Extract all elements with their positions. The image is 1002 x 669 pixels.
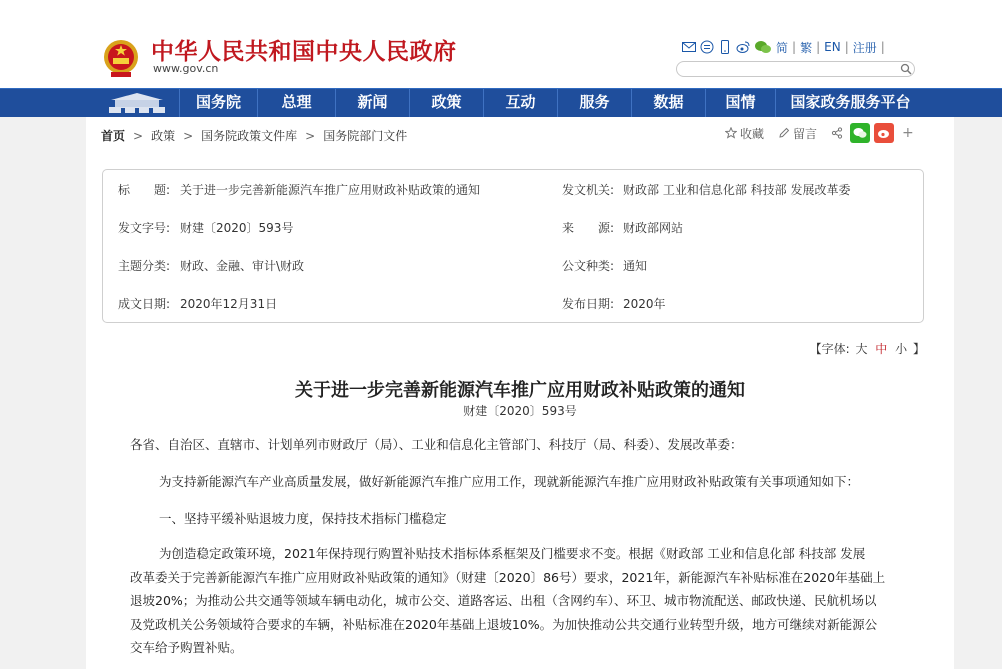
meta-title-value: 关于进一步完善新能源汽车推广应用财政补贴政策的通知 [180, 183, 481, 197]
share-weibo-button[interactable] [874, 123, 894, 143]
nav-item-services[interactable]: 服务 [557, 89, 631, 117]
share-wechat-button[interactable] [850, 123, 870, 143]
breadcrumb-home[interactable]: 首页 [101, 129, 126, 143]
meta-label: 标 题: [118, 183, 171, 197]
wechat-icon[interactable] [754, 40, 772, 54]
separator: | [844, 40, 849, 54]
nav-item-policy[interactable]: 政策 [409, 89, 483, 117]
paragraph-line: 为创造稳定政策环境，2021年保持现行购置补贴技术指标体系框架及门槛要求不变。根据《财政部 工业和信息化部 科技部 发展 [159, 546, 866, 561]
meta-docno-value: 财建〔2020〕593号 [180, 221, 294, 235]
meta-label: 来 源: [562, 221, 615, 235]
news-icon[interactable] [700, 40, 714, 54]
meta-topic-value: 财政、金融、审计\财政 [180, 259, 305, 273]
font-size-small-button[interactable]: 小 [895, 342, 908, 356]
paragraph-line: 交车给予购置补贴。 [130, 640, 243, 655]
site-url[interactable]: www.gov.cn [153, 62, 219, 75]
breadcrumb-separator: > [305, 129, 316, 143]
meta-label: 发文字号: [118, 221, 171, 235]
paragraph-line: 退坡20%；为推动公共交通等领域车辆电动化，城市公交、道路客运、出租（含网约车）、环卫、城市物流配送、邮政快递、民航机场以 [130, 593, 877, 608]
nav-item-national-info[interactable]: 国情 [705, 89, 775, 117]
nav-item-news[interactable]: 新闻 [335, 89, 409, 117]
search-box [676, 61, 915, 77]
nav-item-premier[interactable]: 总理 [257, 89, 335, 117]
main-content [86, 117, 954, 669]
national-emblem-icon[interactable] [102, 38, 140, 78]
share-icon[interactable] [831, 127, 843, 139]
document-intro: 为支持新能源汽车产业高质量发展，做好新能源汽车推广应用工作，现就新能源汽车推广应用财政补贴政策有关事项通知如下： [159, 474, 860, 489]
search-icon[interactable] [900, 63, 912, 75]
meta-row [103, 208, 923, 246]
meta-source-value: 财政部网站 [623, 221, 684, 235]
weibo-icon [877, 127, 891, 139]
meta-row [103, 284, 923, 322]
breadcrumb-department-docs[interactable]: 国务院部门文件 [323, 129, 408, 143]
lang-english-link[interactable]: EN [824, 40, 841, 54]
site-header [0, 0, 1002, 88]
section-heading: 一、坚持平缓补贴退坡力度，保持技术指标门槛稳定 [159, 511, 447, 526]
meta-label: 发文机关: [562, 183, 615, 197]
wechat-icon [853, 127, 867, 139]
breadcrumb [101, 127, 407, 144]
mail-icon[interactable] [682, 40, 696, 54]
register-link[interactable]: 注册 [852, 40, 877, 55]
breadcrumb-separator: > [133, 129, 144, 143]
separator: | [880, 40, 885, 54]
nav-item-state-council[interactable]: 国务院 [179, 89, 257, 117]
nav-item-interaction[interactable]: 互动 [483, 89, 557, 117]
weibo-icon[interactable] [736, 40, 750, 54]
meta-label: 成文日期: [118, 297, 171, 311]
main-nav [0, 88, 1002, 117]
document-title: 关于进一步完善新能源汽车推广应用财政补贴政策的通知 [295, 380, 745, 401]
document-meta-box [102, 169, 924, 323]
meta-issuer-value: 财政部 工业和信息化部 科技部 发展改革委 [623, 183, 851, 197]
lang-simplified-link[interactable]: 简 [776, 40, 789, 55]
meta-label: 发布日期: [562, 297, 615, 311]
home-icon[interactable] [99, 91, 175, 115]
document-number: 财建〔2020〕593号 [463, 404, 577, 418]
breadcrumb-separator: > [183, 129, 194, 143]
breadcrumb-policy-library[interactable]: 国务院政策文件库 [201, 129, 298, 143]
article-actions [725, 123, 914, 143]
separator: | [792, 40, 797, 54]
search-input[interactable] [685, 69, 885, 81]
font-size-large-button[interactable]: 大 [855, 342, 868, 356]
mobile-icon[interactable] [718, 40, 732, 54]
meta-published-value: 2020年 [623, 297, 666, 311]
separator: | [816, 40, 821, 54]
site-title[interactable]: 中华人民共和国中央人民政府 [151, 39, 457, 65]
meta-created-value: 2020年12月31日 [180, 297, 278, 311]
font-size-medium-button[interactable]: 中 [875, 342, 888, 356]
nav-item-data[interactable]: 数据 [631, 89, 705, 117]
meta-row [103, 246, 923, 284]
plus-icon[interactable]: + [902, 125, 914, 141]
breadcrumb-policy[interactable]: 政策 [151, 129, 176, 143]
document-recipients: 各省、自治区、直辖市、计划单列市财政厅（局）、工业和信息化主管部门、科技厅（局、科委）、发展改革委： [130, 437, 743, 452]
header-tools [682, 38, 889, 56]
lang-traditional-link[interactable]: 繁 [800, 40, 813, 55]
favorite-button[interactable]: 收藏 [740, 126, 765, 141]
nav-item-service-platform[interactable]: 国家政务服务平台 [775, 89, 925, 117]
paragraph-line: 及党政机关公务领域符合要求的车辆，补贴标准在2020年基础上退坡10%。为加快推动公共交通行业转型升级，地方可继续对新能源公 [130, 616, 878, 632]
meta-label: 主题分类: [118, 259, 171, 273]
star-icon[interactable] [725, 127, 737, 139]
meta-type-value: 通知 [623, 259, 648, 273]
document-paragraph [130, 542, 885, 660]
comment-button[interactable]: 留言 [793, 126, 818, 141]
paragraph-line: 改革委关于完善新能源汽车推广应用财政补贴政策的通知》（财建〔2020〕86号）要求，2021年，新能源汽车补贴标准在2020年基础上 [130, 569, 886, 585]
font-size-control [810, 340, 925, 357]
meta-row [103, 170, 923, 208]
font-size-suffix: 】 [912, 342, 925, 356]
meta-label: 公文种类: [562, 259, 615, 273]
pencil-icon[interactable] [778, 127, 790, 139]
font-size-prefix: 【字体: [809, 342, 850, 356]
